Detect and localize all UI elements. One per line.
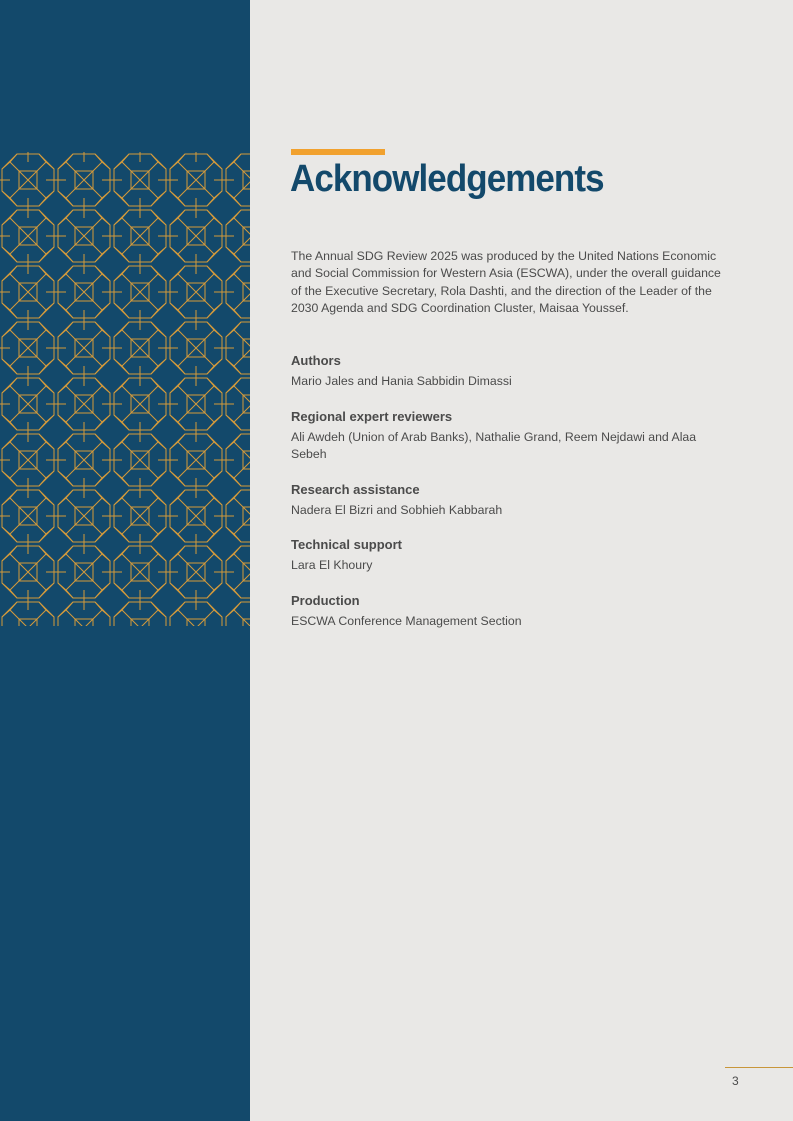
section-research-assistance bbox=[291, 481, 731, 519]
section-production bbox=[291, 592, 731, 630]
page-number: 3 bbox=[732, 1074, 739, 1088]
section-heading: Production bbox=[291, 593, 360, 608]
section-heading: Authors bbox=[291, 353, 341, 368]
section-regional-expert-reviewers bbox=[291, 408, 731, 464]
content-panel bbox=[250, 0, 793, 1121]
section-authors bbox=[291, 352, 731, 390]
section-text: Nadera El Bizri and Sobhieh Kabbarah bbox=[291, 503, 503, 517]
footer-rule bbox=[725, 1067, 793, 1068]
title-accent-bar bbox=[291, 149, 385, 155]
section-text: Lara El Khoury bbox=[291, 558, 373, 572]
section-text: Ali Awdeh (Union of Arab Banks), Nathalie Grand, Reem Nejdawi and Alaa Sebeh bbox=[291, 430, 697, 462]
geometric-pattern-icon bbox=[0, 152, 250, 626]
section-text: Mario Jales and Hania Sabbidin Dimassi bbox=[291, 374, 512, 388]
page-title: Acknowledgements bbox=[290, 158, 604, 200]
section-heading: Research assistance bbox=[291, 482, 420, 497]
section-text: ESCWA Conference Management Section bbox=[291, 614, 522, 628]
section-heading: Technical support bbox=[291, 537, 402, 552]
sidebar-panel bbox=[0, 0, 250, 1121]
section-heading: Regional expert reviewers bbox=[291, 409, 453, 424]
intro-paragraph: The Annual SDG Review 2025 was produced by the United Nations Economic and Social Commission for Western Asia (ESCWA), under the overall guidance of the Executive Secretary, Rola Dashti, and the direction of the Leader of the 2030 Agenda and SDG Coordination Cluster, Maisaa Youssef. bbox=[291, 249, 721, 315]
section-technical-support bbox=[291, 536, 731, 574]
